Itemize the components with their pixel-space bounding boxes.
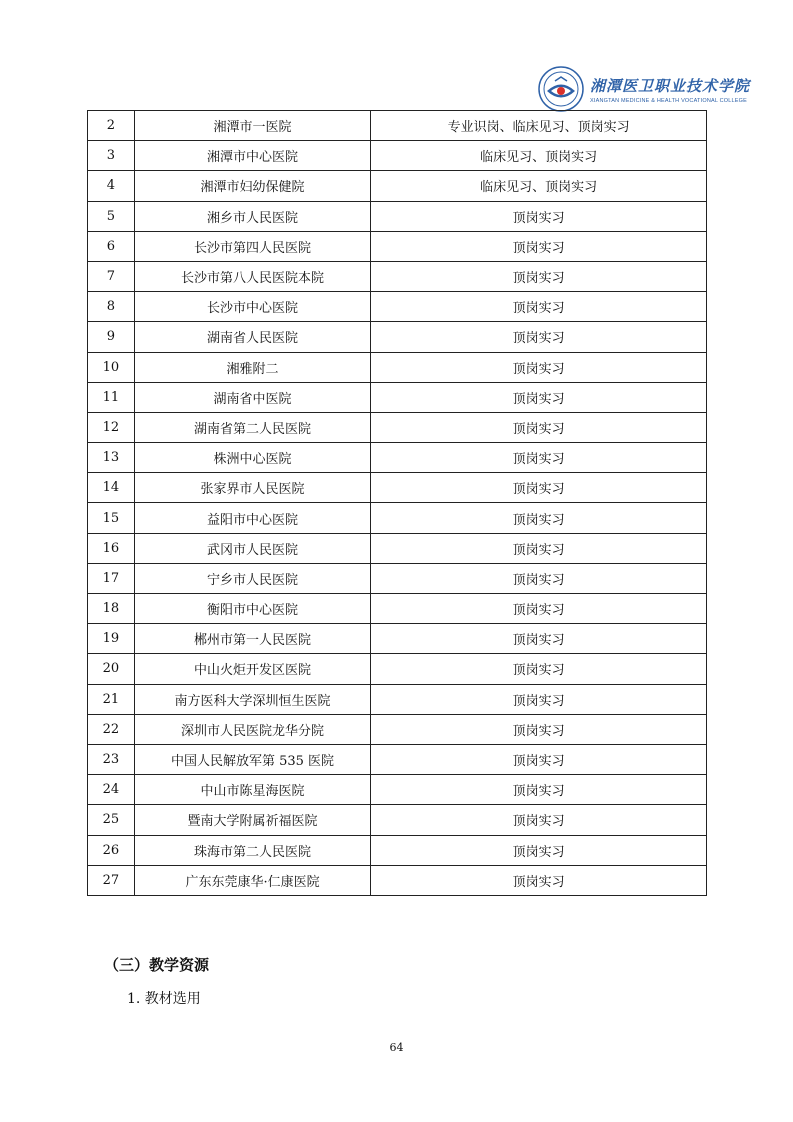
row-number-cell: 8: [88, 292, 135, 322]
internship-type-cell: 顶岗实习: [371, 473, 707, 503]
internship-type-cell: 顶岗实习: [371, 382, 707, 412]
internship-type-cell: 顶岗实习: [371, 503, 707, 533]
internship-type-cell: 顶岗实习: [371, 533, 707, 563]
table-row: [88, 443, 707, 473]
row-number-cell: 16: [88, 533, 135, 563]
table-row: [88, 412, 707, 442]
table-row: [88, 775, 707, 805]
internship-type-cell: 顶岗实习: [371, 352, 707, 382]
hospital-name-cell: 湘潭市中心医院: [134, 141, 370, 171]
table-row: [88, 201, 707, 231]
row-number-cell: 10: [88, 352, 135, 382]
internship-type-cell: 顶岗实习: [371, 594, 707, 624]
table-row: [88, 382, 707, 412]
row-number-cell: 13: [88, 443, 135, 473]
hospital-name-cell: 郴州市第一人民医院: [134, 624, 370, 654]
hospital-name-cell: 中山市陈星海医院: [134, 775, 370, 805]
table-row: [88, 503, 707, 533]
internship-type-cell: 顶岗实习: [371, 865, 707, 895]
row-number-cell: 12: [88, 412, 135, 442]
row-number-cell: 2: [88, 111, 135, 141]
table-row: [88, 835, 707, 865]
table-row: [88, 141, 707, 171]
row-number-cell: 26: [88, 835, 135, 865]
hospital-name-cell: 广东东莞康华·仁康医院: [134, 865, 370, 895]
hospital-name-cell: 益阳市中心医院: [134, 503, 370, 533]
internship-type-cell: 顶岗实习: [371, 412, 707, 442]
internship-type-cell: 顶岗实习: [371, 684, 707, 714]
row-number-cell: 15: [88, 503, 135, 533]
row-number-cell: 7: [88, 261, 135, 291]
hospital-name-cell: 长沙市第八人民医院本院: [134, 261, 370, 291]
internship-type-cell: 专业识岗、临床见习、顶岗实习: [371, 111, 707, 141]
row-number-cell: 9: [88, 322, 135, 352]
row-number-cell: 25: [88, 805, 135, 835]
hospital-table: [87, 110, 707, 896]
row-number-cell: 27: [88, 865, 135, 895]
internship-type-cell: 顶岗实习: [371, 805, 707, 835]
row-number-cell: 19: [88, 624, 135, 654]
table-row: [88, 231, 707, 261]
row-number-cell: 21: [88, 684, 135, 714]
internship-type-cell: 顶岗实习: [371, 261, 707, 291]
college-name-cn: 湘潭医卫职业技术学院: [590, 76, 751, 95]
table-row: [88, 322, 707, 352]
hospital-name-cell: 深圳市人民医院龙华分院: [134, 714, 370, 744]
row-number-cell: 4: [88, 171, 135, 201]
table-row: [88, 261, 707, 291]
row-number-cell: 17: [88, 563, 135, 593]
internship-type-cell: 顶岗实习: [371, 654, 707, 684]
hospital-name-cell: 南方医科大学深圳恒生医院: [134, 684, 370, 714]
internship-type-cell: 顶岗实习: [371, 201, 707, 231]
hospital-name-cell: 宁乡市人民医院: [134, 563, 370, 593]
row-number-cell: 14: [88, 473, 135, 503]
hospital-name-cell: 张家界市人民医院: [134, 473, 370, 503]
row-number-cell: 5: [88, 201, 135, 231]
row-number-cell: 22: [88, 714, 135, 744]
table-row: [88, 292, 707, 322]
internship-type-cell: 顶岗实习: [371, 714, 707, 744]
hospital-name-cell: 湘雅附二: [134, 352, 370, 382]
sub-section-title: 1. 教材选用: [127, 991, 201, 1007]
hospital-name-cell: 武冈市人民医院: [134, 533, 370, 563]
college-logo: [538, 66, 750, 112]
table-row: [88, 594, 707, 624]
internship-type-cell: 顶岗实习: [371, 292, 707, 322]
hospital-name-cell: 湘潭市一医院: [134, 111, 370, 141]
internship-type-cell: 顶岗实习: [371, 443, 707, 473]
table-row: [88, 352, 707, 382]
table-row: [88, 684, 707, 714]
hospital-name-cell: 株洲中心医院: [134, 443, 370, 473]
page-number: 64: [389, 1041, 404, 1054]
internship-type-cell: 顶岗实习: [371, 322, 707, 352]
table-row: [88, 865, 707, 895]
table-row: [88, 624, 707, 654]
internship-type-cell: 顶岗实习: [371, 563, 707, 593]
hospital-name-cell: 衡阳市中心医院: [134, 594, 370, 624]
table-row: [88, 654, 707, 684]
hospital-table-body: [88, 111, 707, 896]
row-number-cell: 6: [88, 231, 135, 261]
table-row: [88, 744, 707, 774]
hospital-name-cell: 珠海市第二人民医院: [134, 835, 370, 865]
row-number-cell: 18: [88, 594, 135, 624]
college-emblem-icon: [538, 66, 584, 112]
table-row: [88, 111, 707, 141]
row-number-cell: 20: [88, 654, 135, 684]
internship-type-cell: 顶岗实习: [371, 775, 707, 805]
hospital-name-cell: 湖南省中医院: [134, 382, 370, 412]
table-row: [88, 805, 707, 835]
section-title: （三）教学资源: [104, 956, 210, 974]
row-number-cell: 23: [88, 744, 135, 774]
table-row: [88, 473, 707, 503]
table-row: [88, 171, 707, 201]
internship-type-cell: 顶岗实习: [371, 744, 707, 774]
table-row: [88, 563, 707, 593]
hospital-name-cell: 中山火炬开发区医院: [134, 654, 370, 684]
internship-type-cell: 临床见习、顶岗实习: [371, 141, 707, 171]
internship-type-cell: 顶岗实习: [371, 231, 707, 261]
table-row: [88, 533, 707, 563]
hospital-name-cell: 湖南省第二人民医院: [134, 412, 370, 442]
row-number-cell: 3: [88, 141, 135, 171]
hospital-name-cell: 长沙市中心医院: [134, 292, 370, 322]
hospital-name-cell: 湘潭市妇幼保健院: [134, 171, 370, 201]
internship-type-cell: 顶岗实习: [371, 624, 707, 654]
hospital-name-cell: 长沙市第四人民医院: [134, 231, 370, 261]
college-name-en: XIANGTAN MEDICINE & HEALTH VOCATIONAL COLLEGE: [590, 97, 748, 104]
hospital-name-cell: 湖南省人民医院: [134, 322, 370, 352]
row-number-cell: 11: [88, 382, 135, 412]
hospital-name-cell: 湘乡市人民医院: [134, 201, 370, 231]
hospital-name-cell: 暨南大学附属祈福医院: [134, 805, 370, 835]
hospital-name-cell: 中国人民解放军第 535 医院: [134, 744, 370, 774]
internship-type-cell: 临床见习、顶岗实习: [371, 171, 707, 201]
row-number-cell: 24: [88, 775, 135, 805]
table-row: [88, 714, 707, 744]
internship-type-cell: 顶岗实习: [371, 835, 707, 865]
